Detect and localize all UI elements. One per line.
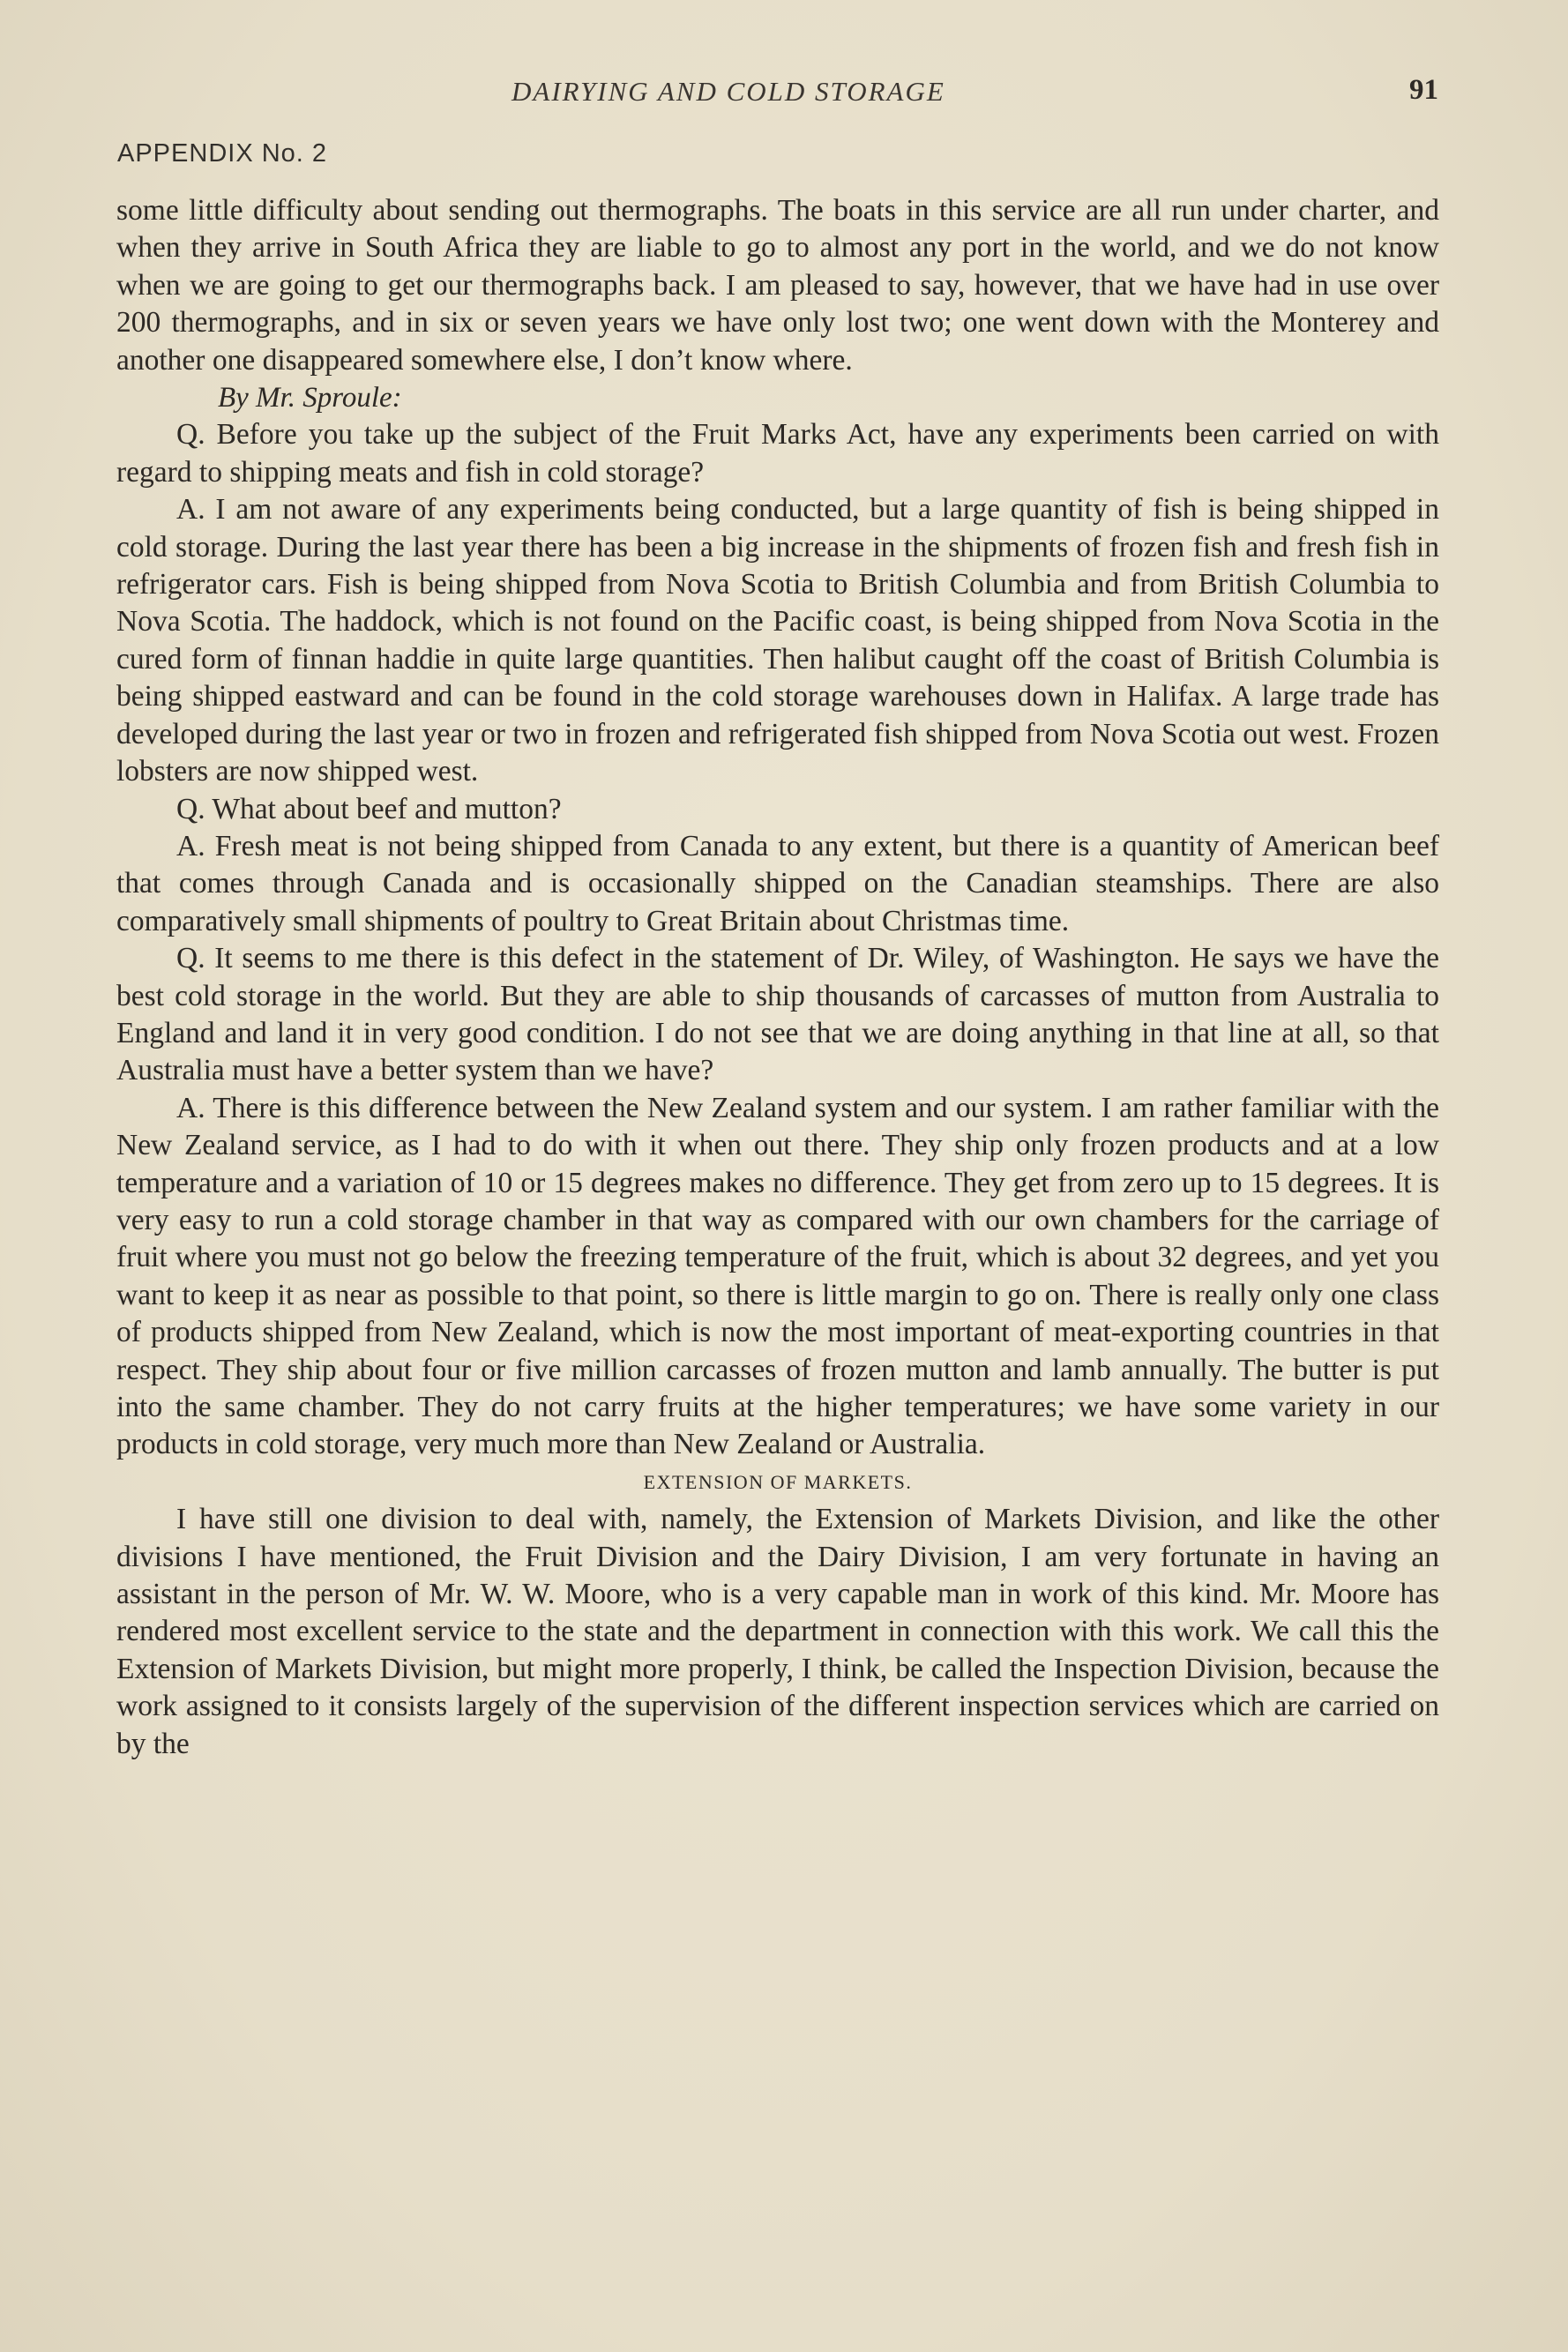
paragraph-final: I have still one division to deal with, namely, the Extension of Markets Division, and like the other divisions I have mentioned, the Fruit Division and the Dairy Division, I am very fortunate in having an assistant in the person of Mr. W. W. Moore, who is a very capable man in work of this kind. Mr. Moore has rendered most excellent service to the state and the department in connection with this work. We call this the Extension of Markets Division, but might more properly, I think, be called the Inspection Division, because the work assigned to it consists largely of the supervision of the different inspection services which are carried on by the <box>116 1503 1439 1760</box>
speaker-line: By Mr. Sproule: <box>218 382 402 414</box>
question-3: Q. It seems to me there is this defect in the statement of Dr. Wiley, of Washington. He says we have the best cold storage in the world. But they are able to ship thousands of carcasses of mutton from Australia to England and land it in very good condition. I do not see that we are doing anything in that line at all, so that Australia must have a better system than we have? <box>116 942 1439 1087</box>
appendix-label: APPENDIX No. 2 <box>117 139 328 168</box>
body-text <box>116 192 1439 1763</box>
answer-1: A. I am not aware of any experiments being conducted, but a large quantity of fish is being shipped in cold storage. During the last year there has been a big increase in the shipments of frozen fish and fresh fish in refrigerator cars. Fish is being shipped from Nova Scotia to British Columbia and from British Columbia to Nova Scotia. The haddock, which is not found on the Pacific coast, is being shipped from Nova Scotia in the cured form of finnan haddie in quite large quantities. Then halibut caught off the coast of British Columbia is being shipped eastward and can be found in the cold storage warehouses down in Halifax. A large trade has developed during the last year or two in frozen and refrigerated fish shipped from Nova Scotia out west. Frozen lobsters are now shipped west. <box>116 493 1439 788</box>
answer-3: A. There is this difference between the New Zealand system and our system. I am rather familiar with the New Zealand service, as I had to do with it when out there. They ship only frozen products and at a low temperature and a variation of 10 or 15 degrees makes no difference. They get from zero up to 15 degrees. It is very easy to run a cold storage chamber in that way as compared with our own chambers for the carriage of fruit where you must not go below the freezing temperature of the fruit, which is about 32 degrees, and yet you want to keep it as near as possible to that point, so there is little margin to go on. There is really only one class of products shipped from New Zealand, which is now the most important of meat-exporting countries in that respect. They ship about four or five million carcasses of frozen mutton and lamb annually. The butter is put into the same chamber. They do not carry fruits at the higher temperatures; we have some variety in our products in cold storage, very much more than New Zealand or Australia. <box>116 1091 1439 1461</box>
section-heading: EXTENSION OF MARKETS. <box>643 1470 913 1493</box>
paragraph-intro: some little difficulty about sending out thermographs. The boats in this service are all run under charter, and when they arrive in South Africa they are liable to go to almost any port in the world, and we do not know when we are going to get our thermographs back. I am pleased to say, however, that we have had in use over 200 thermographs, and in six or seven years we have only lost two; one went down with the Monterey and another one disappeared somewhere else, I don’t know where. <box>116 194 1439 377</box>
running-header <box>0 71 1568 115</box>
page-number: 91 <box>1409 74 1438 106</box>
question-2: Q. What about beef and mutton? <box>176 792 562 825</box>
question-1: Q. Before you take up the subject of the Fruit Marks Act, have any experiments been carried on with regard to shipping meats and fish in cold storage? <box>116 418 1439 489</box>
running-title: DAIRYING AND COLD STORAGE <box>511 76 945 107</box>
answer-2: A. Fresh meat is not being shipped from Canada to any extent, but there is a quantity of American beef that comes through Canada and is occasionally shipped on the Canadian steamships. There are also comparatively small shipments of poultry to Great Britain about Christmas time. <box>116 829 1439 937</box>
